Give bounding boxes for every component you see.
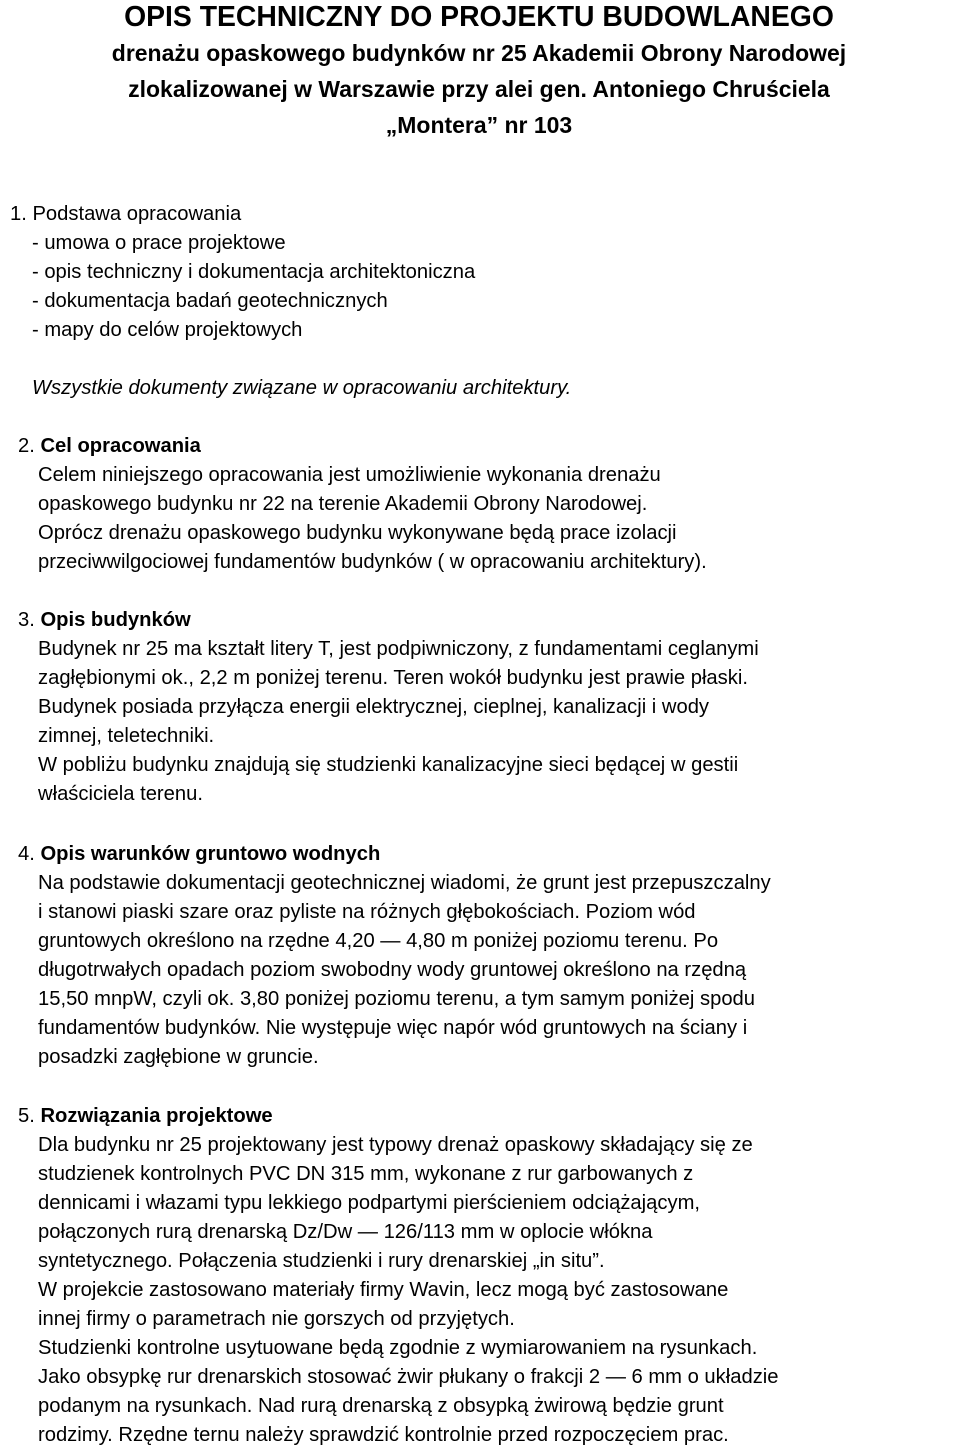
section-5-line: połączonych rurą drenarską Dz/Dw — 126/113 mm w oplocie włókna — [38, 1221, 653, 1243]
section-4-line: posadzki zagłębione w gruncie. — [38, 1046, 319, 1068]
section-5-heading — [18, 1102, 273, 1131]
section-4-heading — [18, 840, 380, 869]
section-4-line: gruntowych określono na rzędne 4,20 — 4,80 m poniżej poziomu terenu. Po — [38, 930, 719, 952]
section-5-line: podanym na rysunkach. Nad rurą drenarską z obsypką żwirową będzie grunt — [38, 1395, 724, 1417]
section-5-line: Dla budynku nr 25 projektowany jest typowy drenaż opaskowy składający się ze — [38, 1134, 753, 1156]
document-subtitle-line-2: zlokalizowanej w Warszawie przy alei gen. Antoniego Chruściela — [128, 76, 830, 102]
section-1-line: - umowa o prace projektowe — [32, 232, 286, 254]
section-5-number: 5. — [18, 1105, 35, 1127]
section-1-title: Podstawa opracowania — [32, 203, 242, 225]
document-title: OPIS TECHNICZNY DO PROJEKTU BUDOWLANEGO — [124, 1, 834, 33]
section-3-line: właściciela terenu. — [38, 783, 203, 805]
section-2-number: 2. — [18, 435, 35, 457]
section-2-line: przeciwwilgociowej fundamentów budynków ( w opracowaniu architektury). — [38, 551, 707, 573]
section-1-line: - opis techniczny i dokumentacja architektoniczna — [32, 261, 476, 283]
section-3-line: W pobliżu budynku znajdują się studzienki kanalizacyjne sieci będącej w gestii — [38, 754, 739, 776]
section-2-heading — [18, 432, 201, 461]
section-5-line: Studzienki kontrolne usytuowane będą zgodnie z wymiarowaniem na rysunkach. — [38, 1337, 758, 1359]
section-5-line: syntetycznego. Połączenia studzienki i rury drenarskiej „in situ”. — [38, 1250, 605, 1272]
section-5-line: studzienek kontrolnych PVC DN 315 mm, wykonane z rur garbowanych z — [38, 1163, 694, 1185]
document-subtitle-line-1: drenażu opaskowego budynków nr 25 Akademii Obrony Narodowej — [111, 40, 847, 66]
section-3-number: 3. — [18, 609, 35, 631]
section-4-line: fundamentów budynków. Nie występuje więc napór wód gruntowych na ściany i — [38, 1017, 748, 1039]
section-3-heading — [18, 606, 191, 635]
section-4-number: 4. — [18, 843, 35, 865]
section-1-note: Wszystkie dokumenty związane w opracowaniu architektury. — [32, 377, 572, 399]
document-subtitle-line-3: „Montera” nr 103 — [385, 112, 573, 138]
section-5-line: rodzimy. Rzędne ternu należy sprawdzić kontrolnie przed rozpoczęciem prac. — [38, 1424, 729, 1446]
section-1-number: 1. — [10, 203, 27, 225]
section-1-line: - mapy do celów projektowych — [32, 319, 303, 341]
section-4-line: długotrwałych opadach poziom swobodny wody gruntowej określono na rzędną — [38, 959, 747, 981]
section-2-title: Cel opracowania — [40, 435, 201, 457]
section-2-line: Oprócz drenażu opaskowego budynku wykonywane będą prace izolacji — [38, 522, 677, 544]
section-4-line: Na podstawie dokumentacji geotechnicznej wiadomi, że grunt jest przepuszczalny — [38, 872, 771, 894]
section-4-line: 15,50 mnpW, czyli ok. 3,80 poniżej poziomu terenu, a tym samym poniżej spodu — [38, 988, 756, 1010]
section-3-line: zimnej, teletechniki. — [38, 725, 215, 747]
section-5-line: W projekcie zastosowano materiały firmy Wavin, lecz mogą być zastosowane — [38, 1279, 729, 1301]
section-3-line: zagłębionymi ok., 2,2 m poniżej terenu. Teren wokół budynku jest prawie płaski. — [38, 667, 748, 689]
section-4-title: Opis warunków gruntowo wodnych — [40, 843, 381, 865]
section-3-line: Budynek posiada przyłącza energii elektrycznej, cieplnej, kanalizacji i wody — [38, 696, 710, 718]
section-2-line: Celem niniejszego opracowania jest umożliwienie wykonania drenażu — [38, 464, 661, 486]
section-4-line: i stanowi piaski szare oraz pyliste na różnych głębokościach. Poziom wód — [38, 901, 696, 923]
section-1-heading — [10, 200, 241, 229]
section-5-line: Jako obsypkę rur drenarskich stosować żwir płukany o frakcji 2 — 6 mm o układzie — [38, 1366, 779, 1388]
section-3-line: Budynek nr 25 ma kształt litery T, jest podpiwniczony, z fundamentami ceglanymi — [38, 638, 759, 660]
section-5-title: Rozwiązania projektowe — [40, 1105, 273, 1127]
section-2-line: opaskowego budynku nr 22 na terenie Akademii Obrony Narodowej. — [38, 493, 648, 515]
section-5-line: innej firmy o parametrach nie gorszych od przyjętych. — [38, 1308, 515, 1330]
section-3-title: Opis budynków — [40, 609, 191, 631]
section-1-line: - dokumentacja badań geotechnicznych — [32, 290, 388, 312]
section-5-line: dennicami i włazami typu lekkiego podpartymi pierścieniem odciążającym, — [38, 1192, 700, 1214]
